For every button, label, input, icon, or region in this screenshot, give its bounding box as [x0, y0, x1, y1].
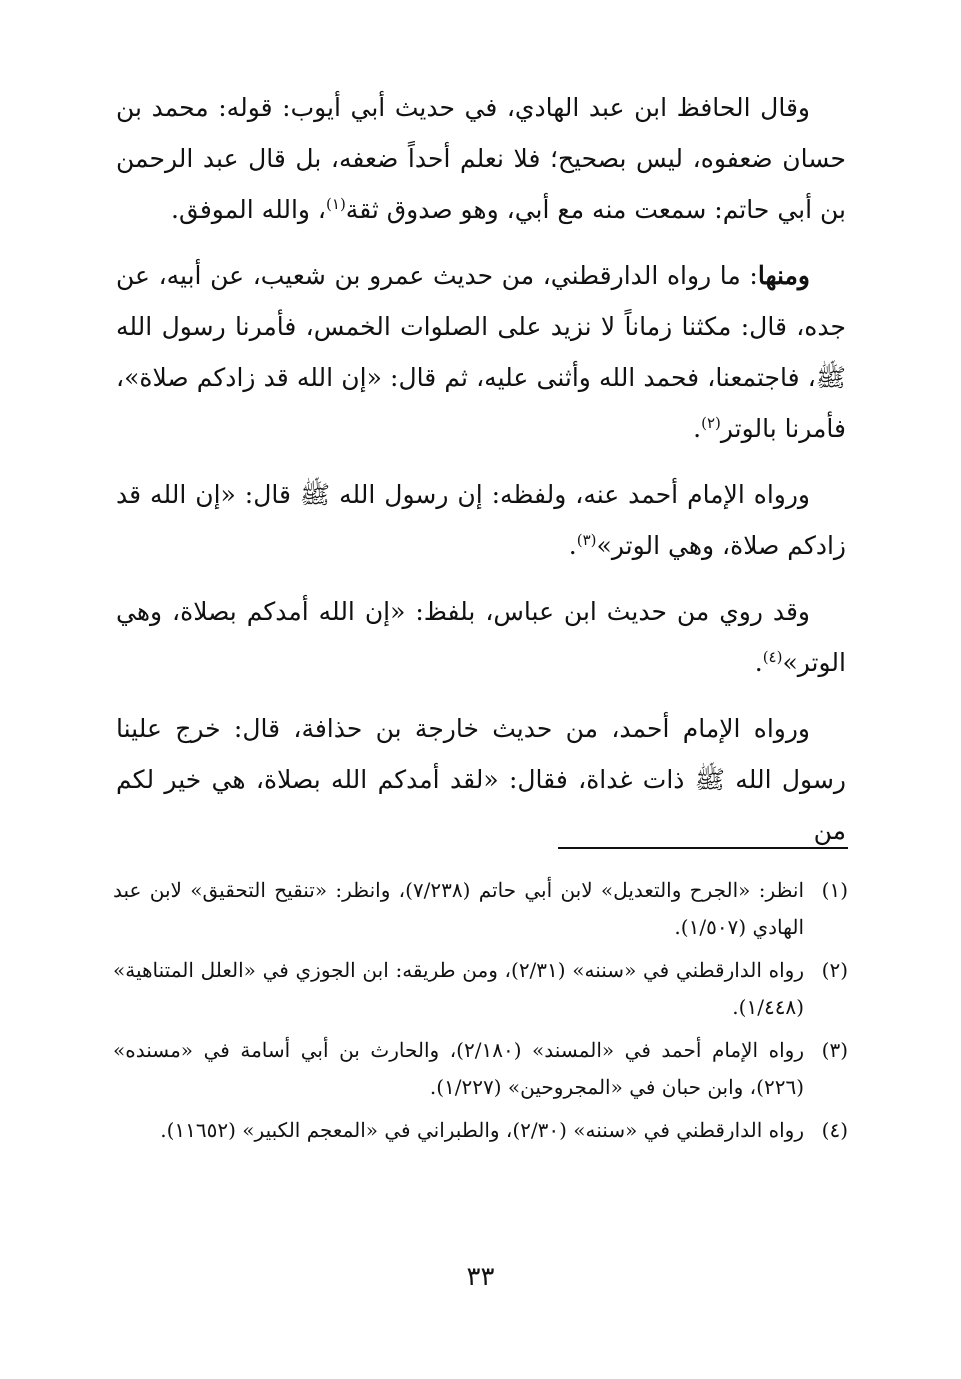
- paragraph-1-after: ، والله الموفق.: [171, 195, 327, 224]
- paragraph-1: [116, 82, 846, 235]
- footnote-text: رواه الدارقطني في «سننه» (٢/٣١)، ومن طريقه: ابن الجوزي في «العلل المتناهية» (١/٤٤٨).: [113, 958, 804, 1019]
- footnote-text: رواه الدارقطني في «سننه» (٢/٣٠)، والطبراني في «المعجم الكبير» (١١٦٥٢).: [160, 1118, 804, 1142]
- page-number: ٣٣: [466, 1262, 495, 1292]
- paragraph-5: [116, 703, 846, 856]
- footnote-number: (٢): [821, 958, 848, 982]
- footnote-text: رواه الإمام أحمد في «المسند» (٢/١٨٠)، والحارث بن أبي أسامة في «مسنده» (٢٢٦)، وابن حبان في «المجروحين» (١/٢٢٧).: [113, 1038, 804, 1099]
- footnote-ref-1[interactable]: (١): [326, 195, 346, 213]
- footnotes: [113, 872, 848, 1155]
- footnote-ref-3[interactable]: (٣): [576, 531, 597, 549]
- paragraph-4: [116, 586, 846, 688]
- footnote-ref-4[interactable]: (٤): [762, 648, 783, 666]
- paragraph-3-after: .: [568, 531, 577, 560]
- paragraph-4-text: وقد روي من حديث ابن عباس، بلفظ: «إن الله أمدكم بصلاة، وهي الوتر»: [116, 597, 846, 677]
- paragraph-2-text: : ما رواه الدارقطني، من حديث عمرو بن شعيب، عن أبيه، عن جده، قال: مكثنا زماناً لا نزيد على الصلوات الخمس، فأمرنا رسول الله ﷺ، فاجتمعنا، فحمد الله وأثنى عليه، ثم قال: «إن الله قد زادكم صلاة»، فأمرنا بالوتر: [116, 261, 846, 443]
- footnote-1: [113, 872, 848, 946]
- footnote-number: (٣): [821, 1038, 848, 1062]
- footnote-3: [113, 1032, 848, 1106]
- footnote-separator: [558, 847, 848, 849]
- paragraph-3: [116, 469, 846, 571]
- paragraph-3-text: ورواه الإمام أحمد عنه، ولفظه: إن رسول الله ﷺ قال: «إن الله قد زادكم صلاة، وهي الوتر»: [116, 480, 846, 560]
- paragraph-1-text: وقال الحافظ ابن عبد الهادي، في حديث أبي أيوب: قوله: محمد بن حسان ضعفوه، ليس بصحيح؛ فلا نعلم أحداً ضعفه، بل قال عبد الرحمن بن أبي حاتم: سمعت منه مع أبي، وهو صدوق ثقة: [116, 93, 846, 224]
- paragraph-5-text: ورواه الإمام أحمد، من حديث خارجة بن حذافة، قال: خرج علينا رسول الله ﷺ ذات غداة، فقال: «لقد أمدكم الله بصلاة، هي خير لكم من: [116, 714, 846, 845]
- footnote-ref-2[interactable]: (٢): [701, 414, 721, 432]
- footnote-4: [113, 1112, 848, 1149]
- footnote-text: انظر: «الجرح والتعديل» لابن أبي حاتم (٧/٢٣٨)، وانظر: «تنقيح التحقيق» لابن عبد الهادي (١/٥٠٧).: [113, 878, 805, 939]
- footnote-number: (٤): [821, 1118, 848, 1142]
- paragraph-2: [116, 250, 846, 454]
- paragraph-2-lead: ومنها: [757, 261, 810, 290]
- paragraph-4-after: .: [754, 648, 763, 677]
- footnote-2: [113, 952, 848, 1026]
- main-text: [116, 82, 846, 871]
- paragraph-2-after: .: [693, 414, 702, 443]
- footnote-number: (١): [821, 878, 848, 902]
